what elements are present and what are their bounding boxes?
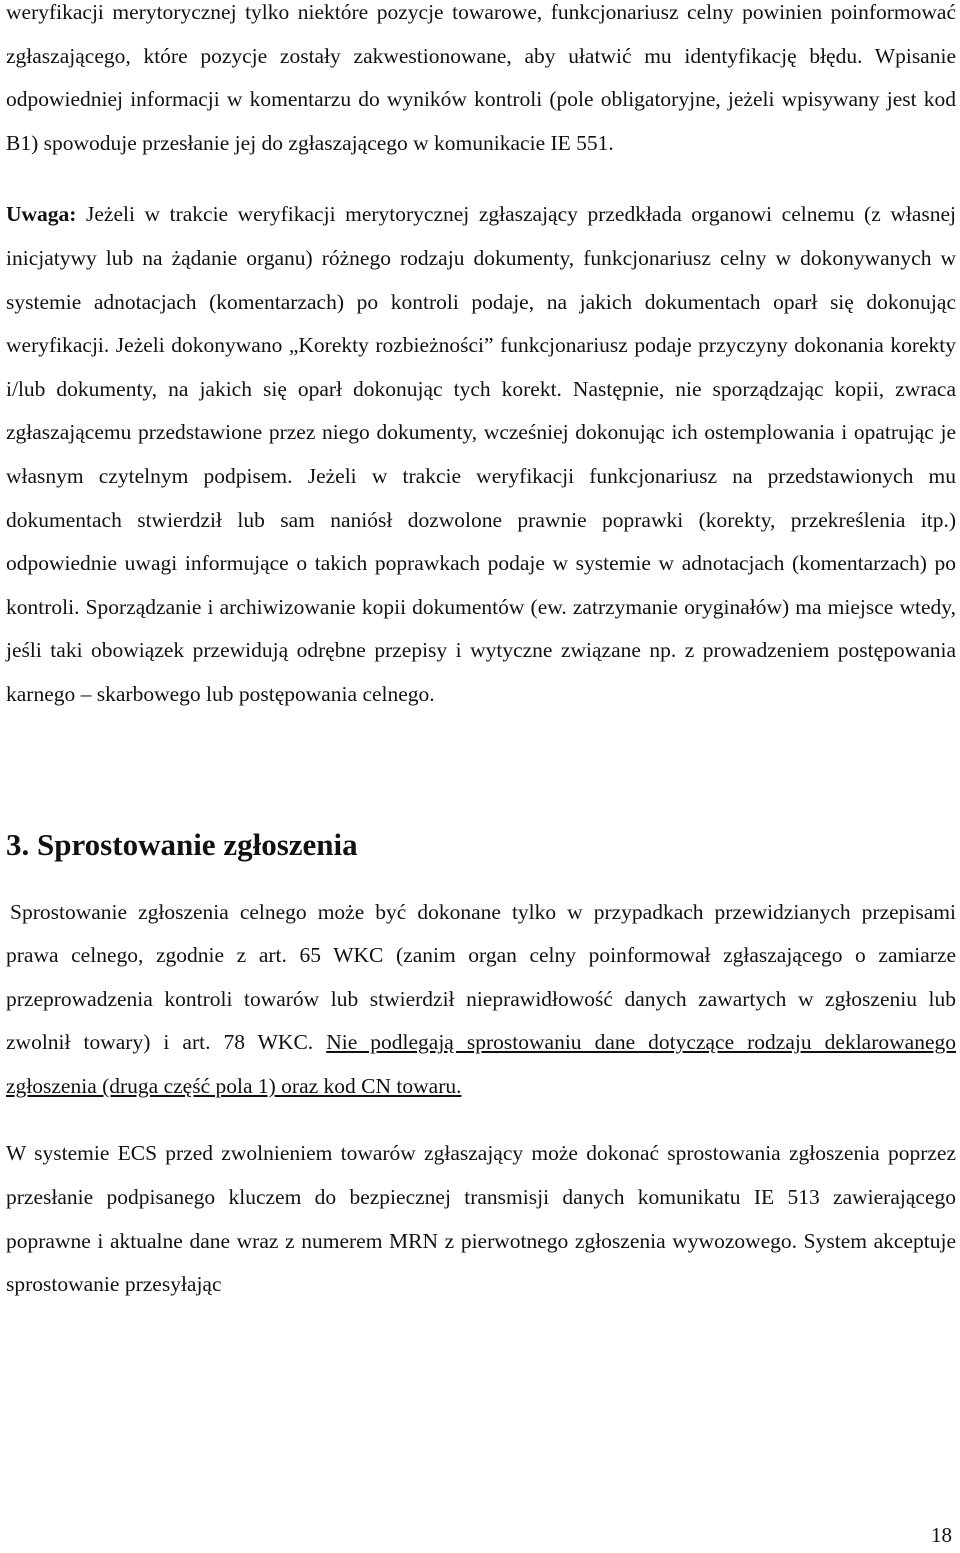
- note-text: Jeżeli w trakcie weryfikacji merytorycznej zgłaszający przedkłada organowi celnemu (z własnej inicjatywy lub na żądanie organu) różnego rodzaju dokumenty, funkcjonariusz celny w dokonywanych w systemie adnotacjach (komentarzach) po kontroli podaje, na jakich dokumentach oparł się dokonując weryfikacji. Jeżeli dokonywano „Korekty rozbieżności” funkcjonariusz podaje przyczyny dokonania korekty i/lub dokumenty, na jakich się oparł dokonując tych korekt. Następnie, nie sporządzając kopii, zwraca zgłaszającemu przedstawione przez niego dokumenty, wcześniej dokonując ich ostemplowania i opatrując je własnym czytelnym podpisem. Jeżeli w trakcie weryfikacji funkcjonariusz na przedstawionych mu dokumentach stwierdził lub sam naniósł dozwolone prawnie poprawki (korekty, przekreślenia itp.) odpowiednie uwagi informujące o takich poprawkach podaje w systemie w adnotacjach (komentarzach) po kontroli. Sporządzanie i archiwizowanie kopii dokumentów (ew. zatrzymanie oryginałów) ma miejsce wtedy, jeśli taki obowiązek przewidują odrębne przepisy i wytyczne związane np. z prowadzeniem postępowania karnego – skarbowego lub postępowania celnego.: [6, 202, 956, 706]
- paragraph-correction-rules: [6, 891, 956, 1109]
- paragraph-note: [6, 193, 956, 716]
- section-heading: 3. Sprostowanie zgłoszenia: [6, 826, 358, 862]
- note-label: Uwaga:: [6, 202, 77, 227]
- correction-rules-text: Sprostowanie zgłoszenia celnego może być dokonane tylko w przypadkach przewidzianych przepisami prawa celnego, zgodnie z art. 65 WKC (zanim organ celny poinformował zgłaszającego o zamiarze przeprowadzenia kontroli towarów lub stwierdził nieprawidłowość danych zawartych w zgłoszeniu lub zwolnił towary) i art. 78 WKC.: [6, 899, 956, 1055]
- paragraph-ecs-system: W systemie ECS przed zwolnieniem towarów zgłaszający może dokonać sprostowania zgłoszenia poprzez przesłanie podpisanego kluczem do bezpiecznej transmisji danych komunikatu IE 513 zawierającego poprawne i aktualne dane wraz z numerem MRN z pierwotnego zgłoszenia wywozowego. System akceptuje sprostowanie przesyłając: [6, 1141, 956, 1297]
- document-page: [6, 0, 956, 1307]
- page-number: 18: [931, 1523, 952, 1547]
- paragraph-verification-info: weryfikacji merytorycznej tylko niektóre pozycje towarowe, funkcjonariusz celny powinien poinformować zgłaszającego, które pozycje zostały zakwestionowane, aby ułatwić mu identyfikację błędu. Wpisanie odpowiedniej informacji w komentarzu do wyników kontroli (pole obligatoryjne, jeżeli wpisywany jest kod B1) spowoduje przesłanie jej do zgłaszającego w komunikacie IE 551.: [6, 0, 956, 155]
- correction-rules-underlined: Nie podlegają sprostowaniu dane dotyczące rodzaju deklarowanego zgłoszenia (druga część pola 1) oraz kod CN towaru.: [6, 1030, 956, 1098]
